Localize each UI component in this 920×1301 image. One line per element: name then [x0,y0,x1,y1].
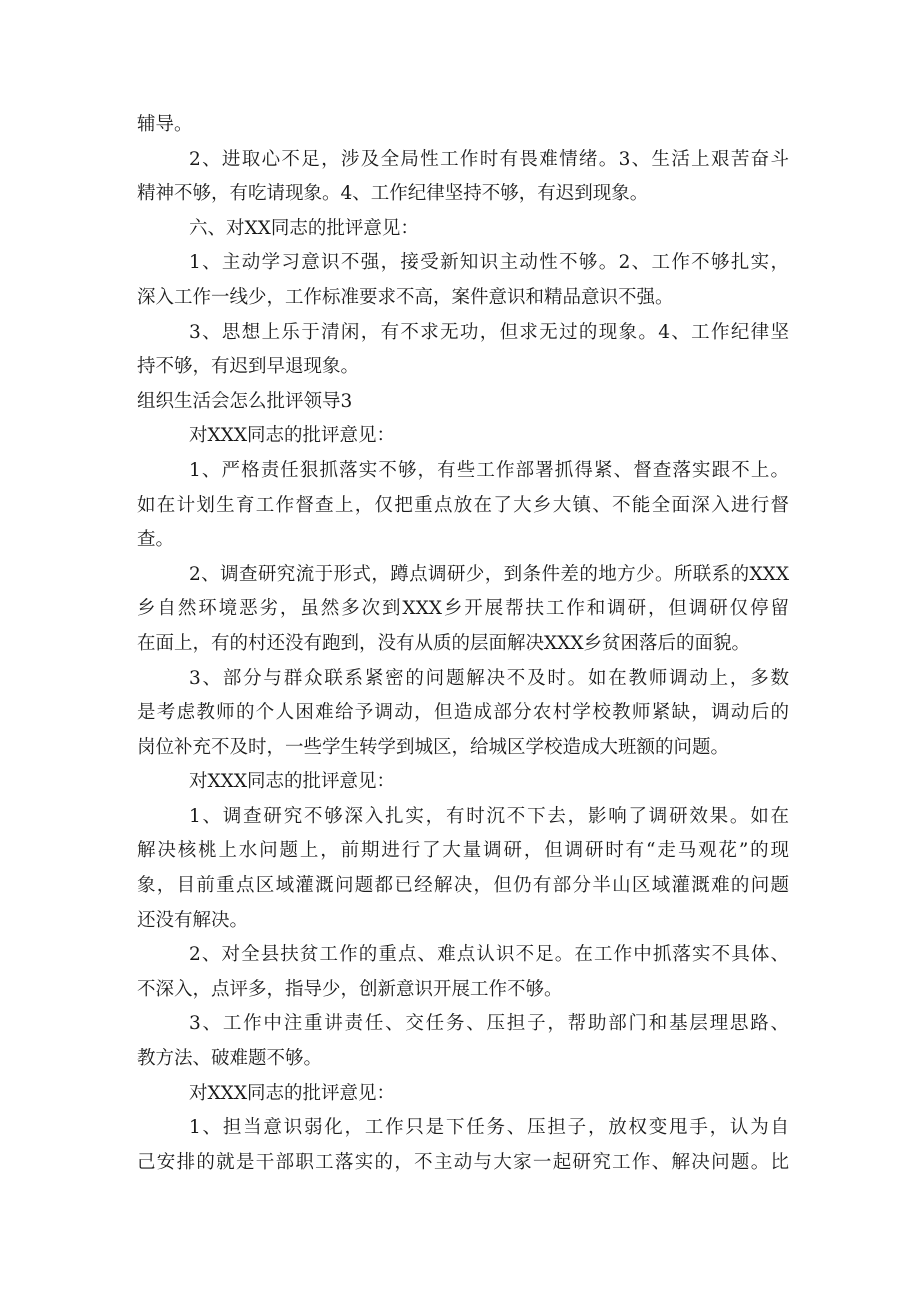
text-line: 岗位补充不及时，一些学生转学到城区，给城区学校造成大班额的问题。 [137,736,730,758]
paragraph-line: 2、调查研究流于形式，蹲点调研少，到条件差的地方少。所联系的XXX [189,563,789,585]
text-line: 象，目前重点区域灌溉问题都已经解决，但仍有部分半山区域灌溉难的问题 [137,875,789,897]
document-page [137,108,789,1180]
section-heading: 六、对XX同志的批评意见： [189,217,419,239]
text-line: 还没有解决。 [137,909,249,931]
text-line: 不深入，点评多，指导少，创新意识开展工作不够。 [137,978,563,1000]
text-line: 是考虑教师的个人困难给予调动，但造成部分农村学校教师紧缺，调动后的 [137,702,789,724]
paragraph-line: 2、对全县扶贫工作的重点、难点认识不足。在工作中抓落实不具体、 [189,944,789,966]
paragraph-line: 3、部分与群众联系紧密的问题解决不及时。如在教师调动上，多数 [189,667,789,689]
text-line: 己安排的就是干部职工落实的，不主动与大家一起研究工作、解决问题。比 [137,1151,789,1173]
text-line: 深入工作一线少，工作标准要求不高，案件意识和精品意识不强。 [137,286,674,308]
text-line: 持不够，有迟到早退现象。 [137,356,360,378]
text-line: 查。 [137,529,175,551]
paragraph-line: 1、担当意识弱化，工作只是下任务、压担子，放权变甩手，认为自 [189,1117,789,1139]
text-line: 精神不够，有吃请现象。4、工作纪律坚持不够，有迟到现象。 [137,183,649,205]
paragraph-line: 3、思想上乐于清闲，有不求无功，但求无过的现象。4、工作纪律坚 [189,321,789,343]
text-line: 解决核桃上水问题上，前期进行了大量调研，但调研时有“走马观花”的现 [137,840,789,862]
document-heading: 组织生活会怎么批评领导3 [137,390,353,412]
text-line: 在面上，有的村还没有跑到，没有从质的层面解决XXX乡贫困落后的面貌。 [137,632,751,654]
paragraph-line: 1、严格责任狠抓落实不够，有些工作部署抓得紧、督查落实跟不上。 [189,459,789,481]
paragraph-line: 2、进取心不足，涉及全局性工作时有畏难情绪。3、生活上艰苦奋斗 [189,148,789,170]
text-line: 辅导。 [137,114,193,135]
paragraph-line: 1、主动学习意识不强，接受新知识主动性不够。2、工作不够扎实， [189,252,789,274]
text-line: 如在计划生育工作督查上，仅把重点放在了大乡大镇、不能全面深入进行督 [137,494,789,516]
section-heading: 对XXX同志的批评意见： [189,1082,396,1104]
text-line: 教方法、破难题不够。 [137,1048,323,1070]
paragraph-line: 3、工作中注重讲责任、交任务、压担子，帮助部门和基层理思路、 [189,1013,789,1035]
section-heading: 对XXX同志的批评意见： [189,425,396,447]
paragraph-line: 1、调查研究不够深入扎实，有时沉不下去，影响了调研效果。如在 [189,805,789,827]
section-heading: 对XXX同志的批评意见： [189,771,396,793]
text-line: 乡自然环境恶劣，虽然多次到XXX乡开展帮扶工作和调研，但调研仅停留 [137,598,789,620]
